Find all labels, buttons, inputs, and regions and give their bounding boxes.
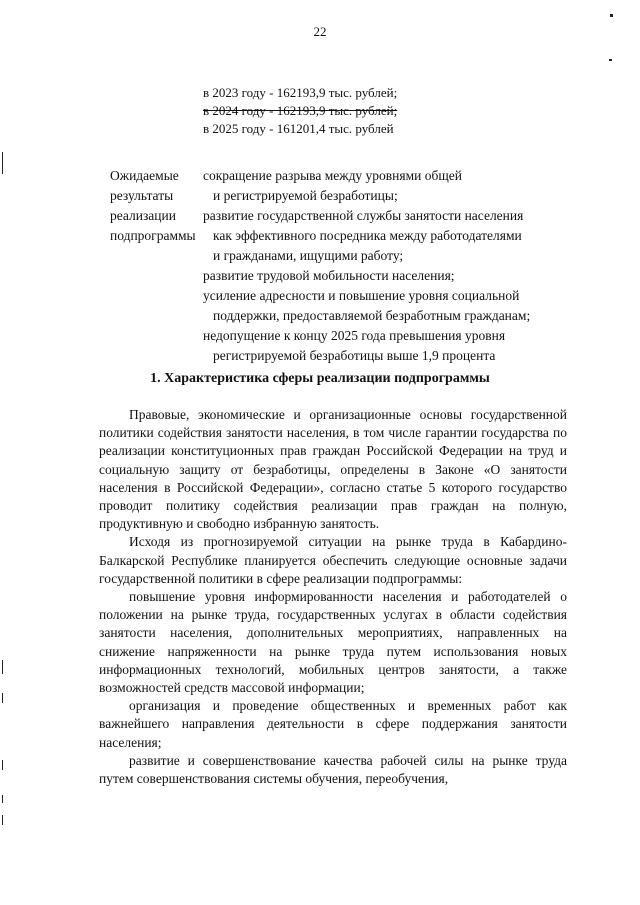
result-line: развитие государственной службы занятости населения — [203, 208, 524, 223]
result-line: недопущение к концу 2025 года превышения уровня — [203, 328, 506, 343]
budget-line-2023: в 2023 году - 162193,9 тыс. рублей; — [203, 85, 398, 100]
scan-mark — [2, 760, 3, 770]
section-title: 1. Характеристика сферы реализации подпрограммы — [150, 371, 490, 386]
paragraph-task-public-works: организация и проведение общественных и временных работ как важнейшего направления деятельности в сфере поддержания занятости населения; — [99, 698, 567, 750]
label-line: результаты — [110, 188, 174, 203]
result-line: регистрируемой безработицы выше 1,9 процента — [213, 348, 496, 363]
paragraph-tasks-intro: Исходя из прогнозируемой ситуации на рынке труда в Кабардино-Балкарской Республике планируется обеспечить следующие основные задачи государственной политики в сфере реализации подпрограммы: — [99, 534, 567, 586]
scan-mark — [610, 14, 613, 17]
budget-line-2024: в 2024 году - 162193,9 тыс. рублей; — [203, 103, 398, 118]
label-line: реализации — [110, 208, 176, 223]
result-line: и регистрируемой безработицы; — [213, 188, 398, 203]
budget-list — [203, 84, 397, 138]
scan-mark — [609, 59, 612, 61]
result-line: поддержки, предоставляемой безработным гражданам; — [213, 308, 531, 323]
page-number: 22 — [313, 24, 327, 39]
scan-mark — [2, 660, 3, 674]
result-line: и гражданами, ищущими работу; — [213, 248, 404, 263]
scan-mark — [2, 152, 3, 174]
scan-mark — [2, 815, 3, 825]
scan-mark — [2, 795, 3, 803]
body-text — [99, 406, 567, 788]
label-line: Ожидаемые — [110, 168, 179, 183]
paragraph-task-workforce: развитие и совершенствование качества рабочей силы на рынке труда путем совершенствования системы обучения, переобучения, — [99, 752, 567, 787]
result-line: развитие трудовой мобильности населения; — [203, 268, 455, 283]
result-line: как эффективного посредника между работодателями — [213, 228, 522, 243]
paragraph-task-information: повышение уровня информированности населения и работодателей о положении на рынке труда, государственных услугах в области содействия занятости населения, дополнительных мероприятиях, направленных на снижение напряженности на рынке труда путем использования новых информационных технологий, мобильных центров занятости, а также возможностей средств массовой информации; — [99, 589, 567, 696]
label-line: подпрограммы — [110, 228, 196, 243]
result-line: сокращение разрыва между уровнями общей — [203, 168, 462, 183]
paragraph-legal-basis: Правовые, экономические и организационные основы государственной политики содействия занятости населения, в том числе гарантии государства по реализации конституционных прав граждан Российской Федерации на труд и социальную защиту от безработицы, определены в Законе «О занятости населения в Российской Федерации», согласно статье 5 которого государство проводит политику содействия реализации прав граждан на полную, продуктивную и свободно избранную занятость. — [99, 407, 567, 532]
expected-results-list — [203, 166, 573, 366]
result-line: усиление адресности и повышение уровня социальной — [203, 288, 520, 303]
expected-results-label — [110, 166, 196, 246]
scan-mark — [2, 693, 3, 703]
budget-line-2025: в 2025 году - 161201,4 тыс. рублей — [203, 121, 394, 136]
